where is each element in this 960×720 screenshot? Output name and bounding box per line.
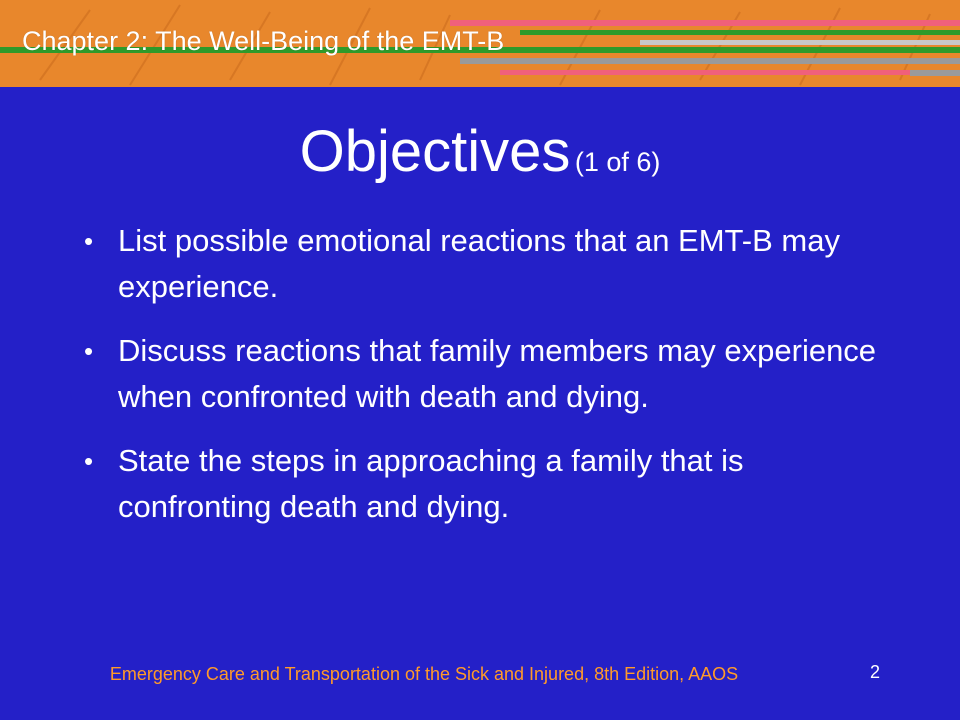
chapter-title: Chapter 2: The Well-Being of the EMT-B: [22, 26, 505, 56]
slide-title-main: Objectives: [299, 119, 571, 184]
bullet-icon: •: [84, 336, 94, 366]
bullet-icon: •: [84, 226, 94, 256]
slide-title: [0, 118, 960, 185]
objective-text: Discuss reactions that family members may experience when confronted with death and dying.: [118, 333, 877, 414]
objective-text: State the steps in approaching a family that is confronting death and dying.: [118, 443, 744, 524]
list-item: [84, 218, 884, 310]
objective-text: List possible emotional reactions that an EMT-B may experience.: [118, 223, 840, 304]
page-number: 2: [869, 662, 880, 682]
list-item: [84, 328, 884, 420]
list-item: [84, 438, 884, 530]
footer-citation: Emergency Care and Transportation of the Sick and Injured, 8th Edition, AAOS: [109, 664, 739, 684]
objectives-list: [84, 218, 884, 548]
slide-title-part-indicator: (1 of 6): [574, 147, 661, 177]
bullet-icon: •: [84, 446, 94, 476]
header-banner: [0, 0, 960, 87]
